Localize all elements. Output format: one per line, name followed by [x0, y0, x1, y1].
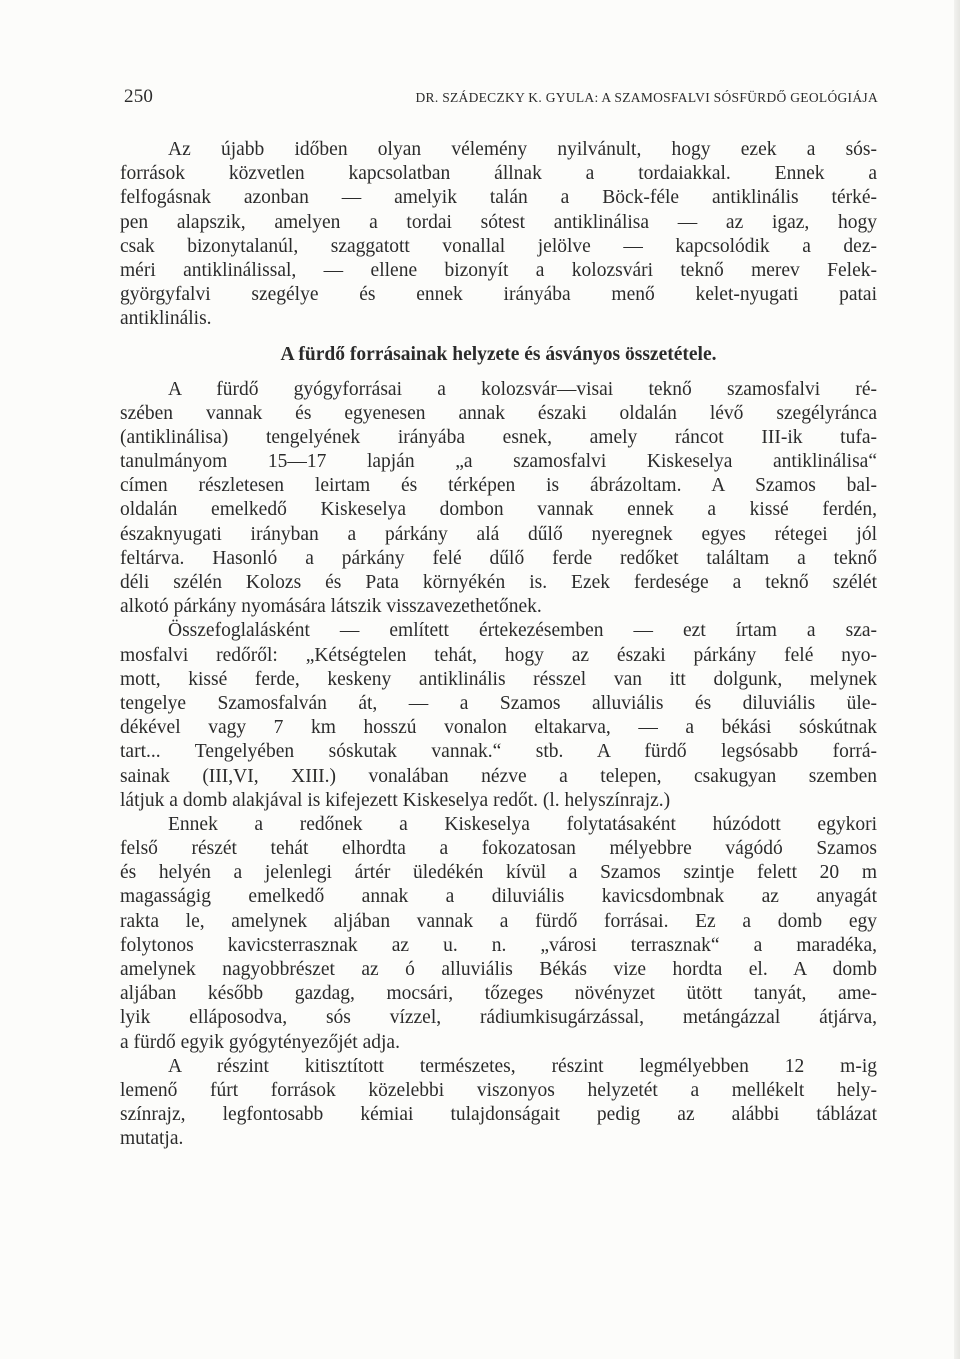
text-line: amelynek nagyobbrészet az ó alluviális Békás vize hordta el. A domb	[120, 959, 877, 980]
body-text	[120, 138, 877, 1152]
text-line: csak bizonytalanúl, szaggatott vonallal jelölve — kapcsolódik a dez-	[120, 235, 877, 257]
text-line: mutatja.	[120, 1128, 184, 1150]
text-line: antiklinális.	[120, 308, 212, 330]
text-line: rakta le, amelynek aljában vannak a fürdő forrásai. Ez a domb egy	[120, 910, 877, 932]
text-line: szében vannak és egyenesen annak északi oldalán lévő szegélyráncа	[120, 402, 877, 424]
text-line: mosfalvi redőről: „Kétségtelen tehát, hogy az északi párkány felé nyo-	[120, 644, 877, 666]
text-line: tanulmányom 15—17 lapján „a szamosfalvi Kiskeselya antiklinálisa“	[120, 451, 877, 473]
text-line: aljában később gazdag, mocsári, tőzeges növényzet ütött tanyát, ame-	[120, 983, 877, 1005]
text-line: és helyén a jelenlegi ártér üledékén kívül a Szamos szintje felett 20 m	[120, 862, 877, 884]
text-line: színrajz, legfontosabb kémiai tulajdonságait pedig az alábbi táblázat	[120, 1104, 877, 1126]
text-line: magasságig emelkedő annak a diluviális kavicsdombnak az anyagát	[120, 886, 877, 908]
paragraph-4	[120, 813, 877, 1055]
text-line: címen részletesen leirtam és térképen is ábrázoltam. A Szamos bal-	[120, 475, 877, 497]
running-title: DR. SZÁDECZKY K. GYULA: A SZAMOSFALVI SÓSFÜRDŐ GEOLÓGIÁJA	[415, 90, 878, 105]
text-line: a fürdő egyik gyógytényezőjét adja.	[120, 1031, 400, 1053]
text-line: déli szélén Kolozs és Pata környékén is. Ezek ferdesége a teknő szélét	[120, 572, 877, 593]
text-line: feltárva. Hasonló a párkány felé dűlő ferde redőket találtam a teknő	[120, 547, 877, 569]
paragraph-5	[120, 1055, 877, 1152]
text-line: Összefoglalásként — említett értekezésemben — ezt írtam a sza-	[168, 620, 877, 642]
paragraph-3	[120, 619, 877, 813]
text-line: sainak (III,VI, XIII.) vonalában nézve a telepen, csakugyan szemben	[120, 765, 877, 787]
text-line: alkotó párkány nyomására látszik visszavezethetőnek.	[120, 596, 542, 618]
text-line: Ennek a redőnek a Kiskeselya folytatásaként húzódott egykori	[168, 813, 877, 835]
text-line: A részint kitisztított természetes, részint legmélyebben 12 m-ig	[168, 1055, 877, 1077]
text-line: méri antiklinálissal, — ellene bizonyít a kolozsvári teknő merev Felek-	[120, 259, 877, 281]
text-line: (antiklinálisa) tengelyének irányába esnek, amely ráncot III-ik tufa-	[120, 426, 877, 448]
text-line: lyik elláposodva, sós vízzel, rádiumkisugárzással, metángázzal átjárva,	[120, 1007, 877, 1029]
text-line: dékével vagy 7 km hosszú vonalon eltakarva, — a békási sóskútnak	[120, 717, 877, 739]
text-line: északnyugati irányban a párkány alá dűlő nyeregnek egyes rétegei jól	[120, 523, 877, 545]
text-line: oldalán emelkedő Kiskeselya dombon vannak ennek a kissé ferdén,	[120, 499, 877, 521]
running-head	[124, 86, 878, 114]
text-line: pen alapszik, amelyen a tordai sótest antiklinálisa — az igaz, hogy	[120, 211, 877, 233]
text-line: györgyfalvi szegélye és ennek irányába menő kelet-nyugati patai	[120, 284, 877, 306]
text-line: tart... Tengelyében sóskutak vannak.“ stb. A fürdő legsósabb forrá-	[120, 741, 877, 763]
text-line: folytonos kavicsterrasznak az u. n. „városi terrasznak“ a maradéka,	[120, 934, 877, 956]
text-line: A fürdő gyógyforrásai a kolozsvár—visai teknő szamosfalvi ré-	[168, 378, 877, 400]
text-line: lemenő fúrt források közelebbi viszonyos helyzetét a mellékelt hely-	[120, 1079, 877, 1101]
paragraph-1	[120, 138, 877, 332]
paragraph-2	[120, 378, 877, 620]
page-number: 250	[124, 86, 154, 107]
text-line: Az újabb időben olyan vélemény nyilvánult, hogy ezek a sós-	[168, 139, 877, 160]
text-line: források közvetlen kapcsolatban állnak a tordaiakkal. Ennek a	[120, 163, 877, 185]
text-line: látjuk a domb alakjával is kifejezett Kiskeselya redőt. (l. helyszínrajz.)	[120, 789, 671, 811]
text-line: mott, kissé ferde, keskeny antiklinális résszel van itt dolgunk, melynek	[120, 668, 877, 690]
text-line: felső részét tehát elhordta a fokozatosan mélyebbre vágódó Szamos	[120, 838, 877, 860]
section-heading: A fürdő forrásainak helyzete és ásványos összetétele.	[280, 343, 717, 365]
text-line: tengelye Szamosfalván át, — a Szamos alluviális és diluviális üle-	[120, 692, 877, 714]
scan-edge	[954, 0, 960, 1359]
text-line: felfogásnak azonban — amelyik talán a Böck-féle antiklinális térké-	[120, 187, 877, 209]
